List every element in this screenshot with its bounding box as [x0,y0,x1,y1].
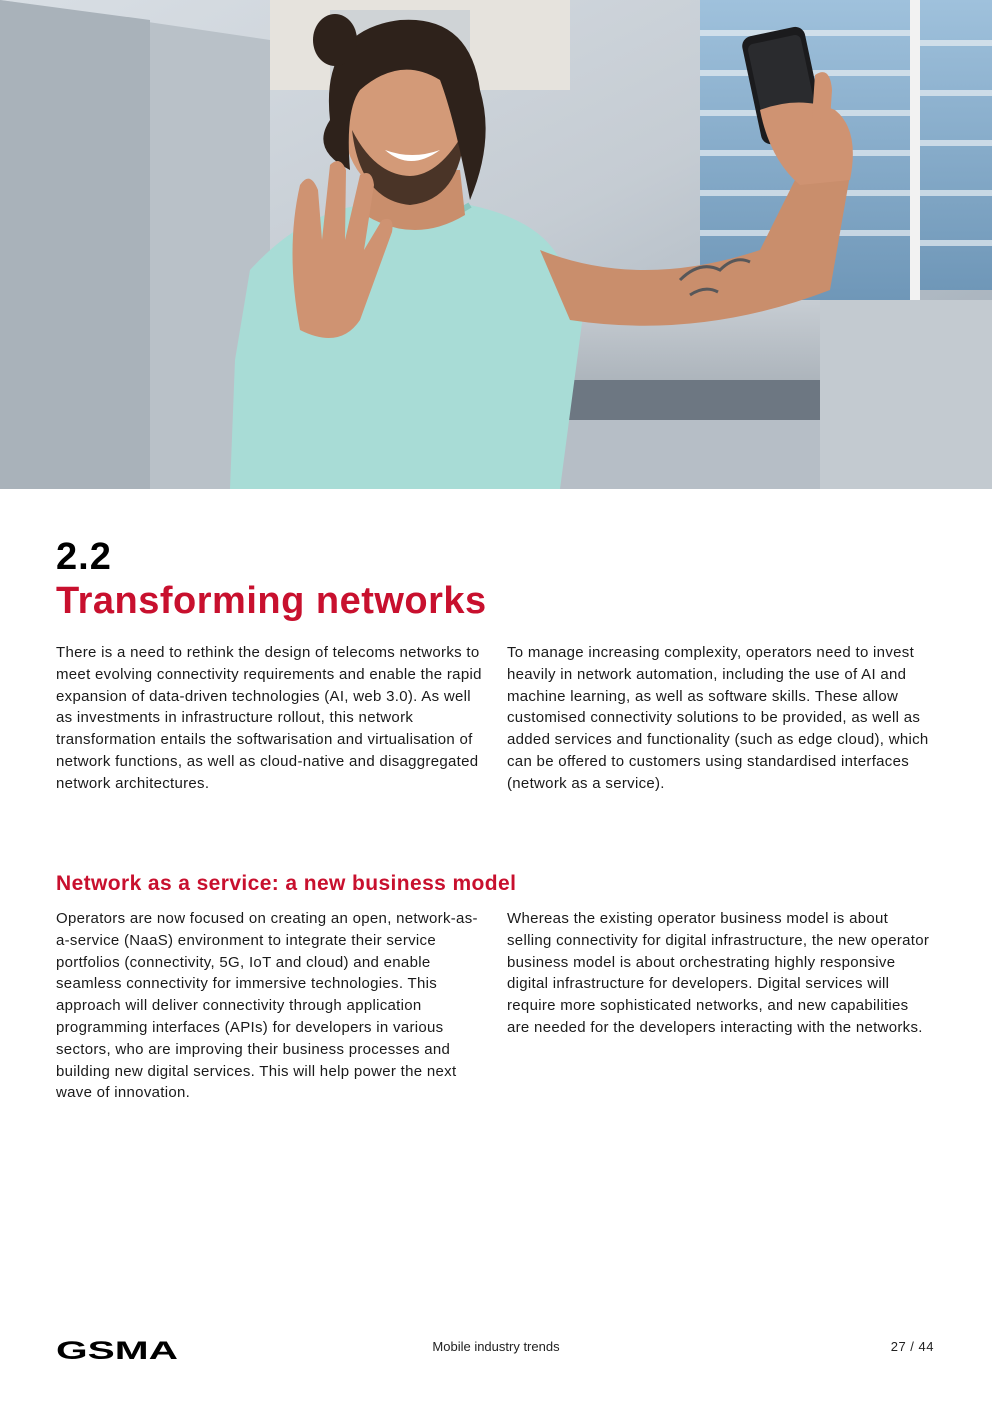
intro-left-paragraph: There is a need to rethink the design of telecoms networks to meet evolving connectivity requirements and enable the rapid expansion of data-driven technologies (AI, web 3.0). As well as investments in infrastructure rollout, this network transformation entails the softwarisation and virtualisation of network functions, as well as cloud-native and disaggregated network architectures. [56,644,482,792]
subsection-title: Network as a service: a new business model [56,872,517,895]
section-title: Transforming networks [56,580,487,622]
footer-document-title: Mobile industry trends [432,1339,560,1354]
person-selfie-illustration [0,0,992,489]
hero-photo [0,0,992,489]
page-number: 27 / 44 [890,1339,934,1354]
intro-right-paragraph: To manage increasing complexity, operators need to invest heavily in network automation, including the use of AI and machine learning, as well as software skills. These allow customised connectivity solutions to be provided, as well as added services and functionality (such as edge cloud), which can be offered to customers using standardised interfaces (network as a service). [507,644,929,792]
naas-right-paragraph: Whereas the existing operator business model is about selling connectivity for digital infrastructure, the new operator business model is about orchestrating highly responsive digital infrastructure for developers. Digital services will require more sophisticated networks, and new capabilities are needed for the developers interacting with the networks. [507,910,930,1036]
naas-left-paragraph: Operators are now focused on creating an open, network-as-a-service (NaaS) environment to integrate their service portfolios (connectivity, 5G, IoT and cloud) and enable seamless connectivity for immersive technologies. This approach will deliver connectivity through application programming interfaces (APIs) for developers in various sectors, who are improving their business processes and building new digital services. This will help power the next wave of innovation. [56,910,478,1102]
section-number: 2.2 [56,536,112,578]
gsma-logo-text: GSMA [56,1340,178,1360]
